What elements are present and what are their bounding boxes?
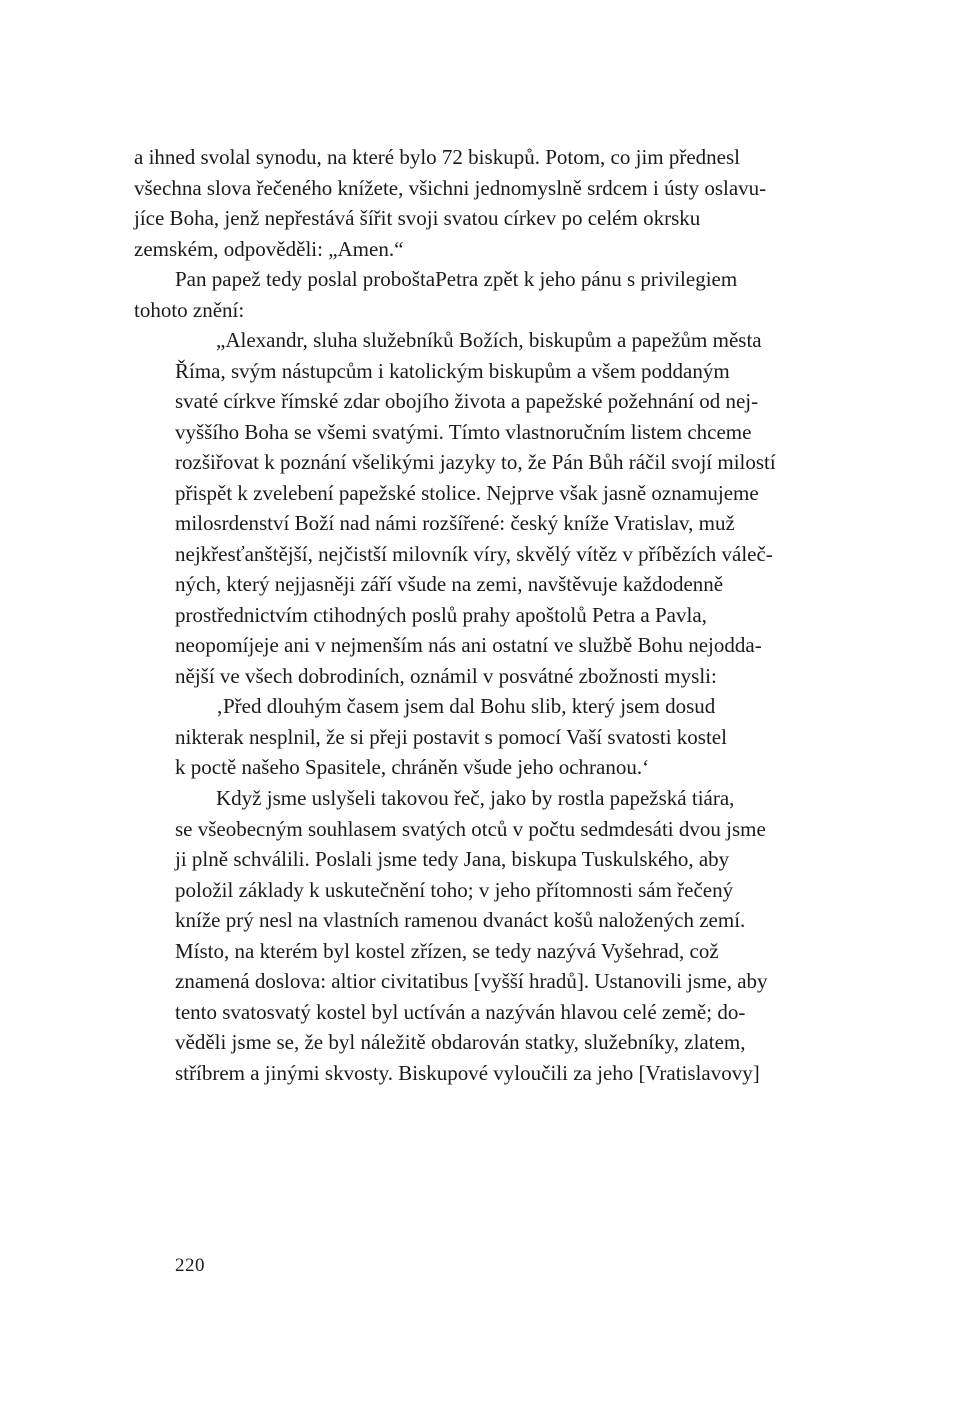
text-line: k poctě našeho Spasitele, chráněn všude jeho ochranou.‘ xyxy=(175,755,650,779)
paragraph-privilege-intro xyxy=(134,264,737,325)
text-line: zemském, odpověděli: „Amen.“ xyxy=(134,236,404,261)
text-line: tento svatosvatý kostel byl uctíván a nazýván hlavou celé země; do- xyxy=(175,999,746,1024)
text-line: ‚Před dlouhým časem jsem dal Bohu slib, který jsem dosud xyxy=(216,694,716,718)
text-line: Místo, na kterém byl kostel zřízen, se tedy nazývá Vyšehrad, což xyxy=(175,938,719,963)
text-line: Pan papež tedy poslal proboštaPetra zpět k jeho pánu s privilegiem xyxy=(175,267,738,291)
text-line: tohoto znění: xyxy=(134,297,245,322)
paragraph-vow-quote xyxy=(175,691,727,783)
text-line: nější ve všech dobrodiních, oznámil v posvátné zbožnosti mysli: xyxy=(175,663,717,688)
text-line: nejkřesťanštější, nejčistší milovník víry, skvělý vítěz v příbězích váleč- xyxy=(175,541,773,566)
text-line: a ihned svolal synodu, na které bylo 72 biskupů. Potom, co jim přednesl xyxy=(134,145,741,169)
text-line: svaté církve římské zdar obojího života a papežské požehnání od nej- xyxy=(175,389,759,413)
text-line: položil základy k uskutečnění toho; v jeho přítomnosti sám řečený xyxy=(175,877,734,902)
text-line: jíce Boha, jenž nepřestává šířit svoji svatou církev po celém okrsku xyxy=(134,206,701,230)
text-line: věděli jsme se, že byl náležitě obdarován statky, služebníky, zlatem, xyxy=(175,1030,746,1054)
text-line: ných, který nejjasněji září všude na zemi, navštěvuje každodenně xyxy=(175,572,724,596)
text-line: se všeobecným souhlasem svatých otců v počtu sedmdesáti dvou jsme xyxy=(175,816,766,841)
paragraph-synod xyxy=(134,142,766,264)
text-line: prostřednictvím ctihodných poslů prahy apoštolů Petra a Pavla, xyxy=(175,602,707,627)
text-line: nikterak nesplnil, že si přeji postavit s pomocí Vaší svatosti kostel xyxy=(175,724,727,749)
text-line: neopomíjeje ani v nejmenším nás ani ostatní ve službě Bohu nejodda- xyxy=(175,633,762,657)
text-line: milosrdenství Boží nad námi rozšířené: český kníže Vratislav, muž xyxy=(175,511,735,535)
text-line: rozšiřovat k poznání všelikými jazyky to, že Pán Bůh ráčil svojí milostí xyxy=(175,450,776,474)
text-line: přispět k zvelebení papežské stolice. Nejprve však jasně oznamujeme xyxy=(175,480,759,505)
paragraph-privilege-text xyxy=(175,325,776,691)
page-number: 220 xyxy=(175,1255,205,1276)
text-line: kníže prý nesl na vlastních ramenou dvanáct košů naložených zemí. xyxy=(175,908,746,932)
text-line: Říma, svým nástupcům i katolickým biskupům a všem poddaným xyxy=(175,358,730,383)
text-line: znamená doslova: altior civitatibus [vyšší hradů]. Ustanovili jsme, aby xyxy=(175,969,768,993)
text-line: vyššího Boha se všemi svatými. Tímto vlastnoručním listem chceme xyxy=(175,419,752,444)
paragraph-vysehrad xyxy=(175,783,768,1088)
text-line: stříbrem a jinými skvosty. Biskupové vyloučili za jeho [Vratislavovy] xyxy=(175,1060,760,1085)
text-line: „Alexandr, sluha služebníků Božích, biskupům a papežům města xyxy=(216,328,762,352)
text-line: Když jsme uslyšeli takovou řeč, jako by rostla papežská tiára, xyxy=(216,786,735,810)
text-line: ji plně schválili. Poslali jsme tedy Jana, biskupa Tuskulského, aby xyxy=(175,847,730,871)
text-line: všechna slova řečeného knížete, všichni jednomyslně srdcem i ústy oslavu- xyxy=(134,175,767,200)
